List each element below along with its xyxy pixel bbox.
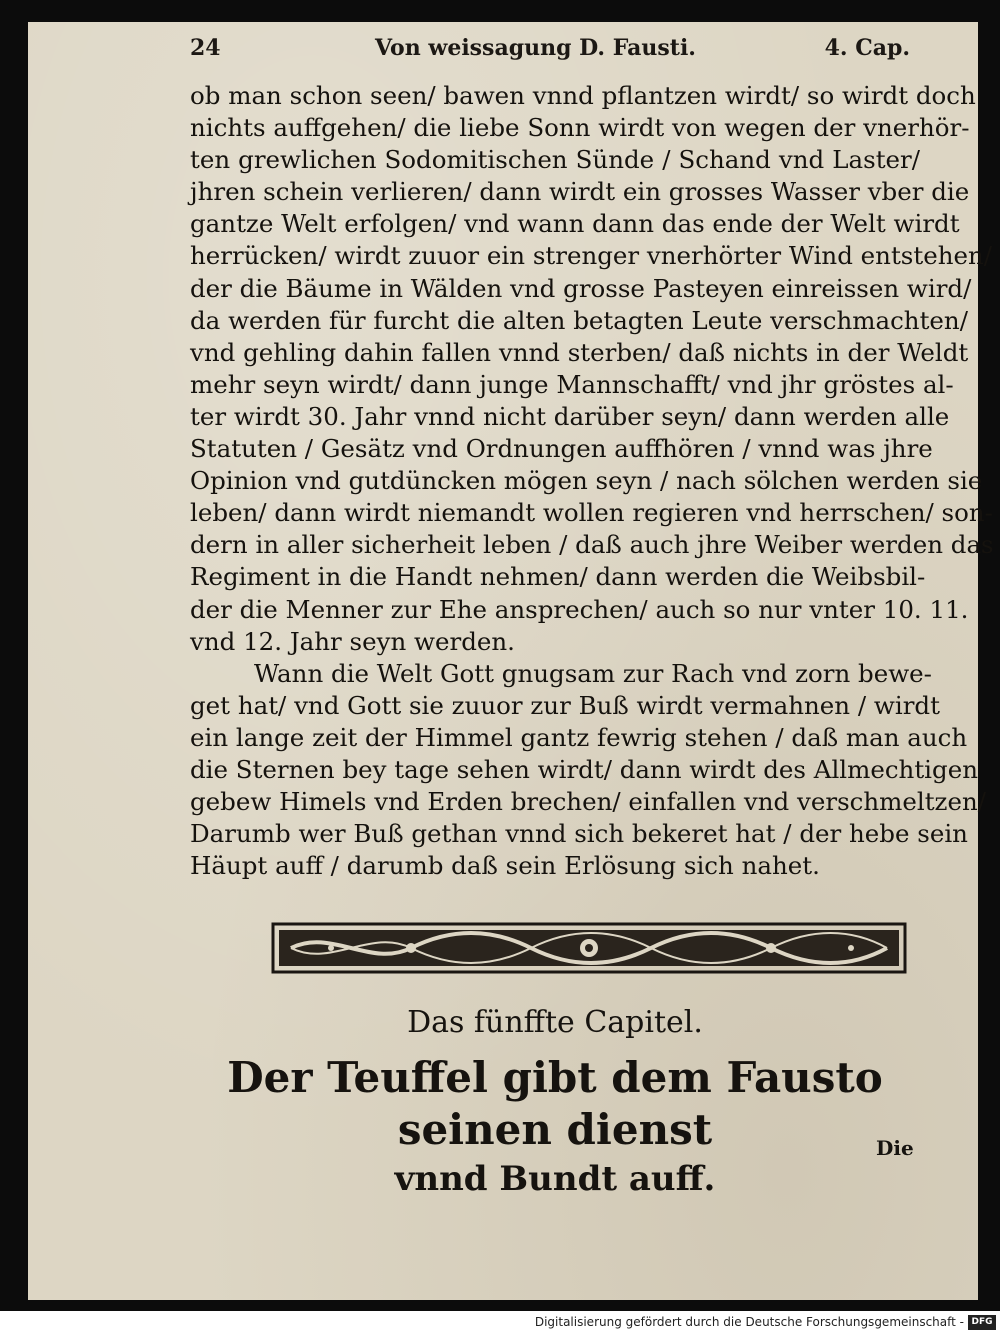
chapter-label: Das fünffte Capitel. — [407, 1005, 703, 1040]
text-line: Regiment in die Handt nehmen/ dann werden die Weibsbil- — [190, 562, 926, 592]
funding-notice: Digitalisierung gefördert durch die Deutsche Forschungsgemeinschaft - — [534, 1315, 964, 1329]
text-line: Opinion vnd gutdüncken mögen seyn / nach sölchen werden sie — [190, 466, 983, 496]
text-line: vnd gehling dahin fallen vnnd sterben/ daß nichts in der Weldt — [190, 337, 969, 367]
text-line: Statuten / Gesätz vnd Ordnungen auffhören / vnnd was jhre — [190, 434, 933, 464]
running-header — [190, 35, 910, 75]
text-line: ter wirdt 30. Jahr vnnd nicht darüber seyn/ dann werden alle — [190, 401, 950, 431]
text-line: ob man schon seen/ bawen vnnd pflantzen wirdt/ so wirdt doch — [190, 81, 976, 110]
chapter-title-continued: vnnd Bundt auff. — [394, 1159, 716, 1199]
text-line: Häupt auff / darumb daß sein Erlösung sich nahet. — [190, 851, 820, 881]
text-line: jhren schein verlieren/ dann wirdt ein grosses Wasser vber die — [190, 177, 970, 207]
text-line: die Sternen bey tage sehen wirdt/ dann wirdt des Allmechtigen — [190, 754, 978, 784]
text-line: mehr seyn wirdt/ dann junge Mannschafft/ vnd jhr gröstes al- — [190, 369, 954, 399]
body-text — [190, 80, 994, 882]
page-number: 24 — [190, 35, 221, 61]
text-line: da werden für furcht die alten betagten Leute verschmachten/ — [190, 305, 968, 335]
text-line: ten grewlichen Sodomitischen Sünde / Schand vnd Laster/ — [190, 145, 920, 175]
running-title: Von weissagung D. Fausti. — [375, 35, 696, 61]
text-line: vnd 12. Jahr seyn werden. — [190, 626, 515, 656]
text-line: der die Menner zur Ehe ansprechen/ auch so nur vnter 10. 11. — [190, 594, 969, 624]
paragraph-start-line: Wann die Welt Gott gnugsam zur Rach vnd zorn bewe- — [254, 658, 932, 688]
text-line: dern in aller sicherheit leben / daß auch jhre Weiber werden das — [190, 530, 994, 560]
printers-ornament — [271, 918, 907, 978]
text-line: get hat/ vnd Gott sie zuuor zur Buß wirdt vermahnen / wirdt — [190, 690, 940, 720]
dfg-logo: DFG — [968, 1315, 996, 1330]
chapter-title: Der Teuffel gibt dem Fausto seinen dienst — [227, 1053, 883, 1154]
text-line: gantze Welt erfolgen/ vnd wann dann das ende der Welt wirdt — [190, 209, 960, 239]
text-line: leben/ dann wirdt niemandt wollen regieren vnd herrschen/ son- — [190, 498, 993, 528]
text-line: nichts auffgehen/ die liebe Sonn wirdt von wegen der vnerhör- — [190, 113, 970, 143]
text-line: herrücken/ wirdt zuuor ein strenger vnerhörter Wind entstehen/ — [190, 241, 993, 271]
text-line: der die Bäume in Wälden vnd grosse Pasteyen einreissen wird/ — [190, 273, 972, 303]
text-line: Darumb wer Buß gethan vnnd sich bekeret hat / der hebe sein — [190, 819, 968, 849]
footer-bar — [0, 1311, 1000, 1336]
catchword: Die — [876, 1136, 914, 1160]
text-line: ein lange zeit der Himmel gantz fewrig stehen / daß man auch — [190, 722, 968, 752]
chapter-reference: 4. Cap. — [824, 35, 910, 61]
text-line: gebew Himels vnd Erden brechen/ einfallen vnd verschmeltzen/ — [190, 787, 986, 817]
chapter-heading — [190, 995, 920, 1202]
